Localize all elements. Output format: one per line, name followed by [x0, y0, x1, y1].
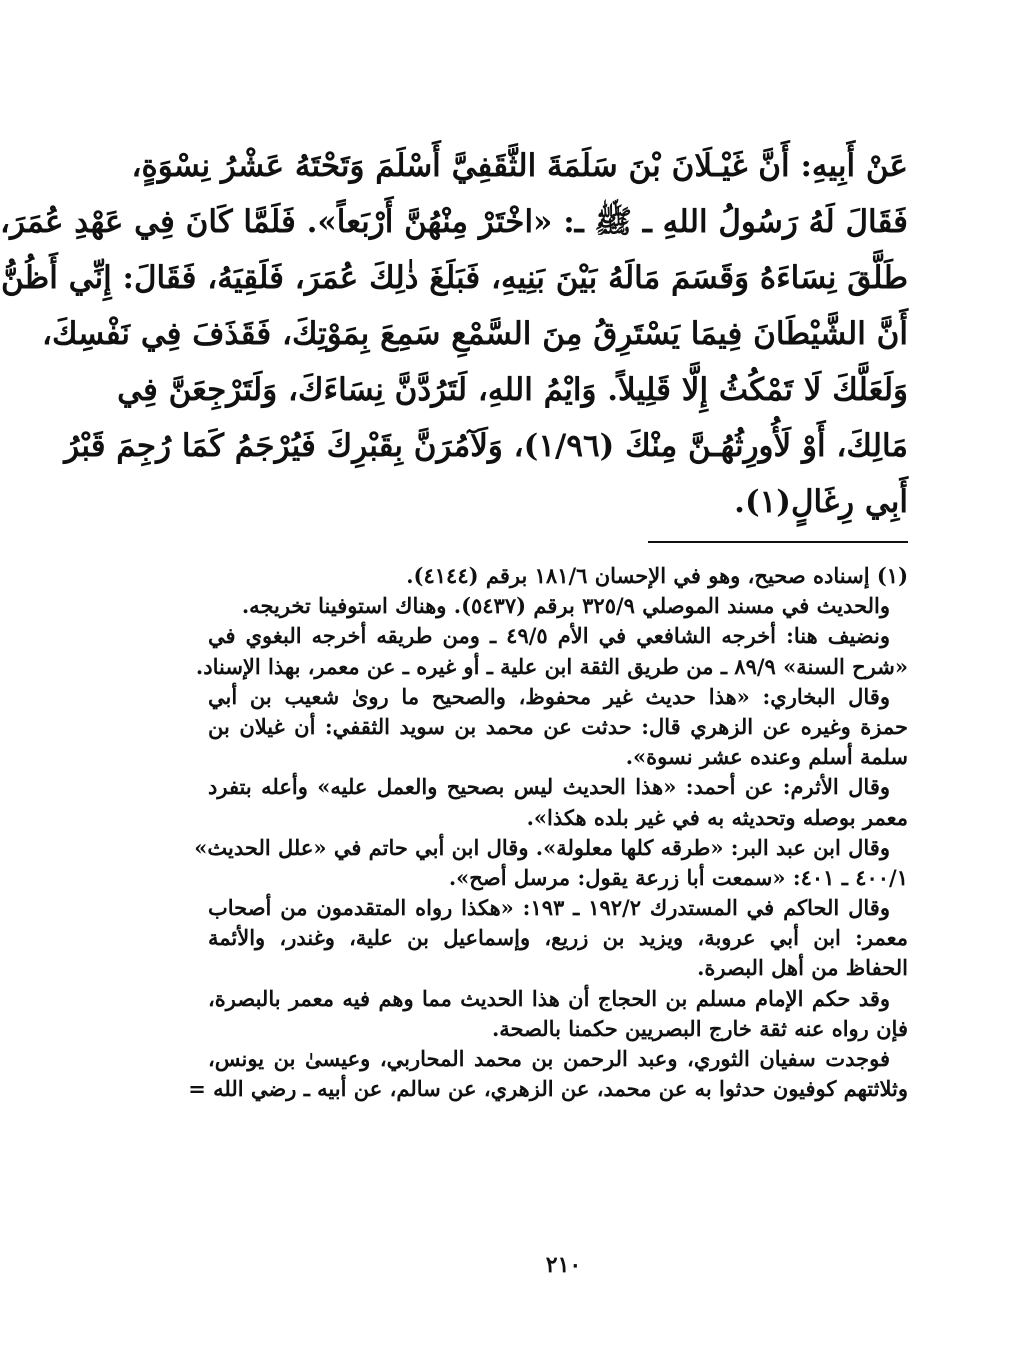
main-text-line: وَلَعَلَّكَ لَا تَمْكُثُ إِلَّا قَلِيلاً. وَايْمُ اللهِ، لَتَرُدَّنَّ نِسَاءَكَ، وَلَتَرْجِعَنَّ فِي [117, 372, 908, 408]
main-text-line: طَلَّقَ نِسَاءَهُ وَقَسَمَ مَالَهُ بَيْنَ بَنِيهِ، فَبَلَغَ ذٰلِكَ عُمَرَ، فَلَقِيَهُ، فَقَالَ: إِنِّي أَظُنُّ [0, 260, 908, 296]
footnote-line: ٤٠٠/١ ـ ٤٠١: «سمعت أبا زرعة يقول: مرسل أصح». [448, 864, 908, 890]
footnote-line: فوجدت سفيان الثوري، وعبد الرحمن بن محمد المحاربي، وعيسىٰ بن يونس، [208, 1046, 890, 1071]
footnote-line: وثلاثتهم كوفيون حدثوا به عن محمد، عن الزهري، عن سالم، عن أبيه ـ رضي الله = [188, 1076, 908, 1102]
main-text-line: فَقَالَ لَهُ رَسُولُ اللهِ ـ ﷺ ـ: «اخْتَرْ مِنْهُنَّ أَرْبَعاً». فَلَمَّا كَانَ فِي عَهْدِ عُمَرَ، [0, 204, 908, 240]
footnote-line: معمر بوصله وتحديثه به في غير بلده هكذا». [526, 804, 908, 830]
footnote-line: فإن رواه عنه ثقة خارج البصريين حكمنا بالصحة. [491, 1015, 908, 1041]
main-text-line: أَنَّ الشَّيْطَانَ فِيمَا يَسْتَرِقُ مِنَ السَّمْعِ سَمِعَ بِمَوْتِكَ، فَقَذَفَ فِي نَفْسِكَ، [41, 316, 908, 352]
footnote-line: والحديث في مسند الموصلي ٣٢٥/٩ برقم (٥٤٣٧). وهناك استوفينا تخريجه. [241, 593, 890, 619]
footnotes [188, 561, 908, 1104]
footnote-line: الحفاظ من أهل البصرة. [697, 955, 908, 981]
footnote-line: «شرح السنة» ٨٩/٩ ـ من طريق الثقة ابن علية ـ أو غيره ـ عن معمر، بهذا الإسناد. [195, 653, 908, 679]
main-text-line: مَالِكَ، أَوْ لَأُورِثُهُـنَّ مِنْكَ (١/٩٦)، وَلَآمُرَنَّ بِقَبْرِكَ فَيُرْجَمُ كَمَا رُجِمَ قَبْرُ [64, 428, 908, 464]
footnote-line: وقال الحاكم في المستدرك ١٩٢/٢ ـ ١٩٣: «هكذا رواه المتقدمون من أصحاب [208, 895, 890, 921]
footnote-line: معمر: ابن أبي عروبة، ويزيد بن زريع، وإسماعيل بن علية، وغندر، والأئمة [208, 925, 908, 951]
footnote-line: ونضيف هنا: أخرجه الشافعي في الأم ٤٩/٥ ـ ومن طريقه أخرجه البغوي في [208, 623, 890, 649]
footnote-line: سلمة أسلم وعنده عشر نسوة». [625, 744, 908, 770]
main-text-line: عَنْ أَبِيهِ: أَنَّ غَيْـلَانَ بْنَ سَلَمَةَ الثَّقَفِيَّ أَسْلَمَ وَتَحْتَهُ عَشْرُ نِسْوَةٍ، [131, 148, 908, 184]
footnote-line: وقال البخاري: «هذا حديث غير محفوظ، والصحيح ما روىٰ شعيب بن أبي [208, 683, 890, 709]
hadith-text [0, 138, 908, 530]
footnote-separator [648, 541, 908, 543]
footnote-line: وقال الأثرم: عن أحمد: «هذا الحديث ليس بصحيح والعمل عليه» وأعله بتفرد [208, 774, 890, 800]
main-text-line: أَبِي رِغَالٍ(١). [734, 484, 908, 520]
footnote-line: (١) إسناده صحيح، وهو في الإحسان ١٨١/٦ برقم (٤١٤٤). [406, 563, 908, 588]
page-number: ٢١٠ [545, 1252, 582, 1278]
footnote-line: وقد حكم الإمام مسلم بن الحجاج أن هذا الحديث مما وهم فيه معمر بالبصرة، [208, 985, 890, 1011]
footnote-line: وقال ابن عبد البر: «طرقه كلها معلولة». وقال ابن أبي حاتم في «علل الحديث» [194, 834, 890, 860]
footnote-line: حمزة وغيره عن الزهري قال: حدثت عن محمد بن سويد الثقفي: أن غيلان بن [208, 713, 908, 739]
